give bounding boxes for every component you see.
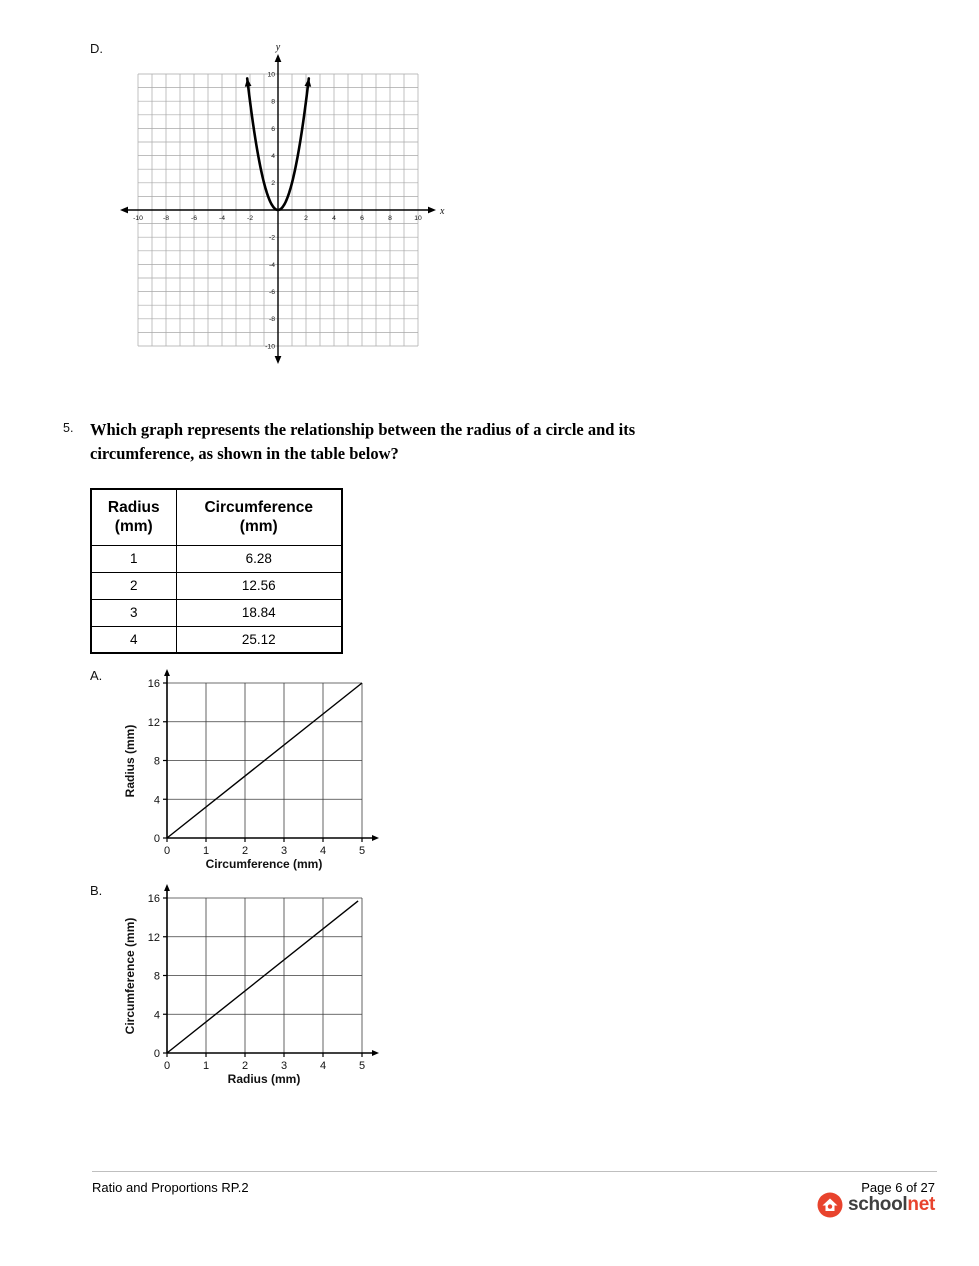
svg-text:10: 10 bbox=[267, 71, 275, 79]
svg-text:-10: -10 bbox=[133, 215, 143, 222]
svg-text:2: 2 bbox=[241, 845, 249, 857]
svg-text:16: 16 bbox=[147, 678, 160, 690]
svg-text:10: 10 bbox=[414, 215, 422, 222]
svg-text:8: 8 bbox=[271, 98, 275, 106]
svg-text:0: 0 bbox=[153, 1048, 160, 1060]
graph-b-y-axis-title: Circumference (mm) bbox=[123, 917, 137, 1035]
svg-text:8: 8 bbox=[388, 215, 392, 222]
question-text bbox=[90, 418, 750, 465]
table-header-row bbox=[91, 489, 342, 545]
svg-text:1: 1 bbox=[202, 845, 210, 857]
graph-b-plot bbox=[122, 883, 390, 1089]
option-a-label: A. bbox=[90, 668, 103, 683]
table-row bbox=[91, 545, 342, 572]
svg-text:-4: -4 bbox=[218, 215, 226, 222]
svg-text:0: 0 bbox=[163, 1060, 171, 1072]
graph-b-x-axis-title: Radius (mm) bbox=[227, 1072, 301, 1086]
graph-a-plot bbox=[122, 668, 390, 874]
footer-divider bbox=[92, 1171, 937, 1172]
svg-text:6: 6 bbox=[271, 125, 275, 133]
table-row bbox=[91, 599, 342, 626]
schoolnet-wordmark: schoolnet bbox=[847, 1194, 935, 1215]
table-cell: 3 bbox=[91, 599, 176, 626]
table-cell: 25.12 bbox=[176, 626, 342, 653]
svg-text:-8: -8 bbox=[268, 316, 275, 324]
graph-d-x-axis-letter: x bbox=[440, 206, 445, 217]
svg-text:5: 5 bbox=[358, 845, 366, 857]
table-row bbox=[91, 572, 342, 599]
svg-text:2: 2 bbox=[304, 215, 308, 222]
radius-circumference-table bbox=[90, 488, 343, 654]
table-header-radius: Radius (mm) bbox=[91, 489, 176, 545]
svg-text:4: 4 bbox=[319, 845, 327, 857]
table-cell: 2 bbox=[91, 572, 176, 599]
table-cell: 1 bbox=[91, 545, 176, 572]
svg-text:12: 12 bbox=[147, 931, 160, 944]
svg-text:-4: -4 bbox=[268, 261, 275, 269]
graph-a-y-axis-title: Radius (mm) bbox=[123, 724, 137, 798]
question-text-line1: Which graph represents the relationship between the radius of a circle and its bbox=[90, 420, 636, 439]
svg-text:-6: -6 bbox=[190, 215, 198, 222]
svg-text:2: 2 bbox=[271, 180, 275, 188]
svg-text:3: 3 bbox=[280, 1060, 288, 1072]
svg-text:-2: -2 bbox=[246, 215, 254, 222]
svg-text:-2: -2 bbox=[268, 234, 275, 242]
schoolnet-logo bbox=[817, 1192, 935, 1218]
footer-standard-label: Ratio and Proportions RP.2 bbox=[92, 1180, 249, 1195]
svg-text:6: 6 bbox=[360, 215, 364, 222]
svg-text:8: 8 bbox=[153, 970, 160, 983]
question-number: 5. bbox=[63, 421, 74, 435]
svg-text:2: 2 bbox=[241, 1060, 249, 1072]
svg-text:12: 12 bbox=[147, 716, 160, 729]
svg-text:-6: -6 bbox=[268, 289, 275, 296]
svg-text:0: 0 bbox=[163, 845, 171, 857]
svg-text:4: 4 bbox=[271, 153, 275, 160]
option-b-label: B. bbox=[90, 883, 103, 898]
table-cell: 6.28 bbox=[176, 545, 342, 572]
svg-text:-10: -10 bbox=[265, 343, 275, 351]
table-row bbox=[91, 626, 342, 653]
option-d-label: D. bbox=[90, 41, 103, 56]
svg-text:4: 4 bbox=[319, 1060, 327, 1072]
table-cell: 18.84 bbox=[176, 599, 342, 626]
svg-text:4: 4 bbox=[332, 215, 336, 222]
svg-text:16: 16 bbox=[147, 893, 160, 905]
svg-text:-8: -8 bbox=[162, 215, 170, 222]
graph-d-plot bbox=[110, 38, 450, 368]
svg-text:3: 3 bbox=[280, 845, 288, 857]
schoolnet-house-icon bbox=[817, 1192, 843, 1218]
question-text-line2: circumference, as shown in the table below? bbox=[90, 443, 399, 463]
graph-d-y-axis-letter: y bbox=[275, 42, 281, 53]
svg-text:5: 5 bbox=[358, 1060, 366, 1072]
svg-text:1: 1 bbox=[202, 1060, 210, 1072]
svg-text:4: 4 bbox=[153, 1009, 160, 1022]
graph-a-x-axis-title: Circumference (mm) bbox=[205, 857, 323, 871]
table-header-circumference: Circumference (mm) bbox=[176, 489, 342, 545]
table-cell: 12.56 bbox=[176, 572, 342, 599]
footer-page-number: Page 6 of 27 bbox=[861, 1180, 935, 1195]
svg-text:0: 0 bbox=[153, 833, 160, 845]
table-cell: 4 bbox=[91, 626, 176, 653]
svg-text:4: 4 bbox=[153, 794, 160, 807]
svg-text:8: 8 bbox=[153, 755, 160, 768]
